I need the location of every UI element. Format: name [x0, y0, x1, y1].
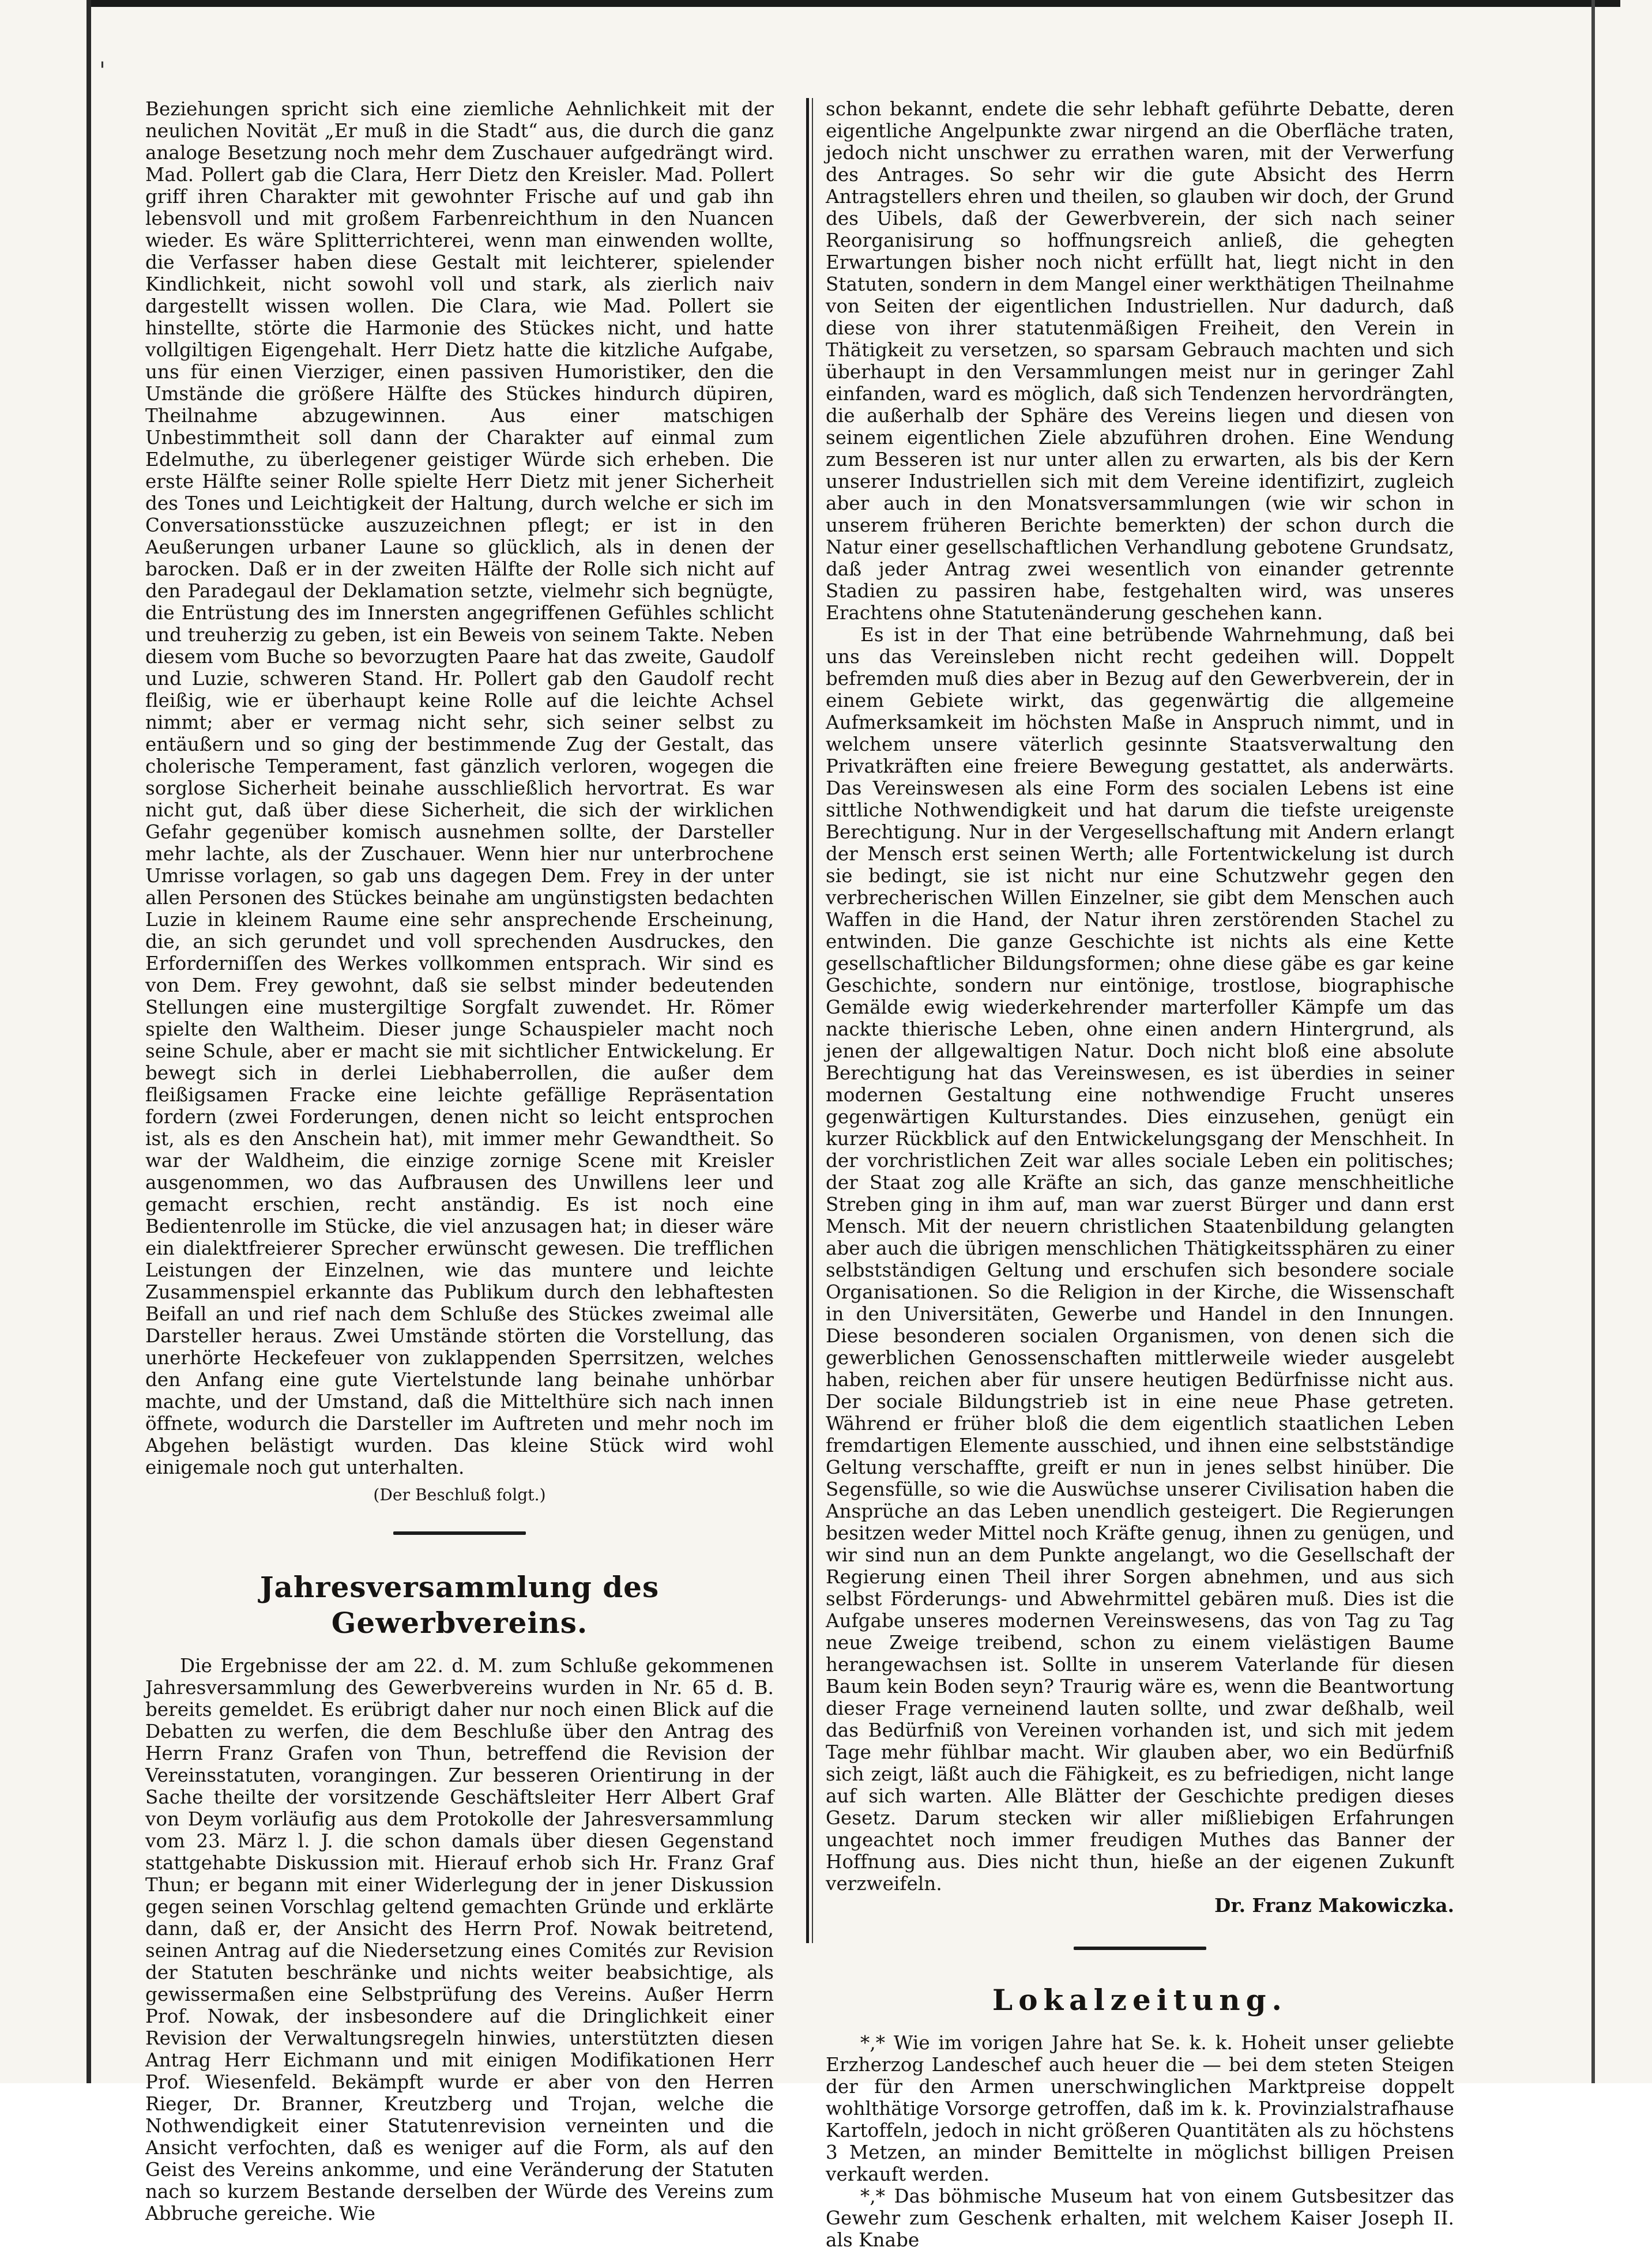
page-mark: ' [99, 58, 106, 84]
column-rule-inner [812, 98, 813, 1943]
continuation-note: (Der Beschluß folgt.) [373, 1485, 546, 1504]
right-column [826, 98, 1454, 2251]
section-title-lokalzeitung: Lokalzeitung. [992, 1983, 1288, 2017]
left-column [145, 98, 774, 2224]
scan-border-left [86, 0, 91, 2083]
theater-review-paragraph: Beziehungen spricht sich eine ziemliche Aehnlichkeit mit der neulichen Novität „Er muß in die Stadt“ aus, die durch die ganz analoge Besetzung noch mehr dem Zuschauer aufgedrängt wird. Mad. Pollert gab die Clara, Herr Dietz den Kreisler. Mad. Pollert griff ihren Charakter mit gewohnter Frische auf und gab ihn lebensvoll und mit großem Farbenreichthum in den Nuancen wieder. Es wäre Splitterrichterei, wenn man einwenden wollte, die Verfasser haben diese Gestalt mit leichterer, spielender Kindlichkeit, nicht sowohl voll und stark, als zierlich naiv dargestellt wissen wollen. Die Clara, wie Mad. Pollert sie hinstellte, störte die Harmonie des Stückes nicht, und hatte vollgiltigen Eigengehalt. Herr Dietz hatte die kitzliche Aufgabe, uns für einen Vierziger, einen passiven Humoristiker, den die Umstände die größere Hälfte des Stückes hindurch düpiren, Theilnahme abzugewinnen. Aus einer matschigen Unbestimmtheit soll dann der Charakter auf einmal zum Edelmuthe, zu überlegener geistiger Würde sich erheben. Die erste Hälfte seiner Rolle spielte Herr Dietz mit jener Sicherheit des Tones und Leichtigkeit der Haltung, durch welche er sich im Conversationsstücke auszuzeichnen pflegt; er ist in den Aeußerungen urbaner Laune so glücklich, als in denen der barocken. Daß er in der zweiten Hälfte der Rolle sich nicht auf den Paradegaul der Deklamation setzte, vielmehr sich begnügte, die Entrüstung des im Innersten angegriffenen Gefühles schlicht und treuherzig zu geben, ist ein Beweis von seinem Takte. Neben diesem vom Buche so bevorzugten Paare hat das zweite, Gaudolf und Luzie, schweren Stand. Hr. Pollert gab den Gaudolf recht fleißig, wie er überhaupt keine Rolle auf die leichte Achsel nimmt; aber er vermag nicht sehr, sich seiner selbst zu entäußern und so ging der bestimmende Zug der Gestalt, das cholerische Temperament, fast gänzlich verloren, wogegen die sorglose Sicherheit beinahe ausschließlich hervortrat. Es war nicht gut, daß über diese Sicherheit, die sich der wirklichen Gefahr gegenüber komisch ausnehmen sollte, der Darsteller mehr lachte, als der Zuschauer. Wenn hier nur unterbrochene Umrisse vorlagen, so gab uns dagegen Dem. Frey in der unter allen Personen des Stückes beinahe am ungünstigsten bedachten Luzie in kleinem Raume eine sehr ansprechende Erscheinung, die, an sich gerundet und voll sprechenden Ausdruckes, den Erforderniſſen des Werkes vollkommen entsprach. Wir sind es von Dem. Frey gewohnt, daß sie selbst minder bedeutenden Stellungen eine mustergiltige Sorgfalt zuwendet. Hr. Römer spielte den Waltheim. Dieser junge Schauspieler macht noch seine Schule, aber er macht sie mit sichtlicher Entwickelung. Er bewegt sich in derlei Liebhaberrollen, die außer dem fleißigsamen Fracke eine leichte gefällige Repräsentation fordern (zwei Forderungen, denen nicht so leicht entsprochen ist, als es den Anschein hat), mit immer mehr Gewandtheit. So war der Waldheim, die einzige zornige Scene mit Kreisler ausgenommen, wo das Aufbrausen des Unwillens leer und gemacht erschien, recht anständig. Es ist noch eine Bedientenrolle im Stücke, die viel anzusagen hat; in dieser wäre ein dialektfreierer Sprecher erwünscht gewesen. Die trefflichen Leistungen der Einzelnen, wie das muntere und leichte Zusammenspiel erkannte das Publikum durch den lebhaftesten Beifall an und rief nach dem Schluße des Stückes zweimal alle Darsteller heraus. Zwei Umstände störten die Vorstellung, das unerhörte Heckefeuer von zuklappenden Sperrsitzen, welches den Anfang eine gute Viertelstunde lang beinahe unhörbar machte, und der Umstand, daß die Mittelthüre sich nach innen öffnete, wodurch die Darsteller im Auftreten und mehr noch im Abgehen belästigt wurden. Das kleine Stück wird wohl einigemale noch gut unterhalten. [145, 98, 774, 1478]
column-rule [806, 98, 809, 1943]
news-item: *,* Wie im vorigen Jahre hat Se. k. k. Hoheit unser geliebte Erzherzog Landeschef auch heuer die — bei dem steten Steigen der für den Armen unerschwinglichen Marktpreise doppelt wohlthätige Vorsorge getroffen, daß im k. k. Provinzialstrafhause Kartoffeln, jedoch in nicht größeren Quantitäten als zu höchstens 3 Metzen, an minder Bemittelte in möglichst billigen Preisen verkauft werden. [826, 2032, 1454, 2185]
section-separator [393, 1531, 526, 1535]
article-paragraph: Es ist in der That eine betrübende Wahrnehmung, daß bei uns das Vereinsleben nicht recht gedeihen will. Doppelt befremden muß dies aber in Bezug auf den Gewerbverein, der in einem Gebiete wirkt, das gegenwärtig die allgemeine Aufmerksamkeit im höchsten Maße in Anspruch nimmt, und in welchem unsere väterlich gesinnte Staatsverwaltung den Privatkräften eine freiere Bewegung gestattet, als anderwärts. Das Vereinswesen als eine Form des socialen Lebens ist eine sittliche Nothwendigkeit und hat darum die tiefste ureigenste Berechtigung. Nur in der Vergesellschaftung mit Andern erlangt der Mensch erst seinen Werth; alle Fortentwickelung ist durch sie bedingt, sie ist nicht nur eine Schutzwehr gegen den verbrecherischen Willen Einzelner, sie gibt dem Menschen auch Waffen in die Hand, der Natur ihren zerstörenden Stachel zu entwinden. Die ganze Geschichte ist nichts als eine Kette gesellschaftlicher Bildungsformen; ohne diese gäbe es gar keine Geschichte, sondern nur eintönige, trostlose, biographische Gemälde ewig wiederkehrender marterfoller Kämpfe um das nackte thierische Leben, ohne einen andern Hintergrund, als jenen der allgewaltigen Natur. Doch nicht bloß eine absolute Berechtigung hat das Vereinswesen, es ist überdies in seiner modernen Gestaltung eine nothwendige Frucht unseres gegenwärtigen Kulturstandes. Dies einzusehen, genügt ein kurzer Rückblick auf den Entwickelungsgang der Menschheit. In der vorchristlichen Zeit war alles sociale Leben ein politisches; der Staat zog alle Kräfte an sich, das ganze menschheitliche Streben ging in ihm auf, man war zuerst Bürger und dann erst Mensch. Mit der neuern christlichen Staatenbildung gelangten aber auch die übrigen menschlichen Thätigkeitssphären zu einer selbstständigen Geltung und erschufen sich besondere sociale Organisationen. So die Religion in der Kirche, die Wissenschaft in den Universitäten, Gewerbe und Handel in den Innungen. Diese besonderen socialen Organismen, von denen sich die gewerblichen Genossenschaften mittlerweile wieder ausgelebt haben, reichen aber für unsere heutigen Bedürfnisse nicht aus. Der sociale Bildungstrieb ist in eine neue Phase getreten. Während er früher bloß die dem eigentlich staatlichen Leben fremdartigen Elemente ausschied, und ihnen eine selbstständige Geltung verschaffte, greift er nun in jenes selbst hinüber. Die Segensfülle, so wie die Auswüchse unserer Civilisation haben die Ansprüche an das Leben unendlich gesteigert. Die Regierungen besitzen weder Mittel noch Kräfte genug, ihnen zu genügen, und wir sind nun an dem Punkte angelangt, wo die Gesellschaft der Regierung einen Theil ihrer Sorgen abnehmen, und aus sich selbst Förderungs- und Abwehrmittel gebären muß. Dies ist die Aufgabe unseres modernen Vereinswesens, das von Tag zu Tag neue Zweige treibend, schon zu einem vielästigen Baume herangewachsen ist. Sollte in unserem Vaterlande für diesen Baum kein Boden seyn? Traurig wäre es, wenn die Beantwortung dieser Frage verneinend lauten sollte, und zwar deßhalb, weil das Bedürfniß von Vereinen vorhanden ist, und sich mit jedem Tage mehr fühlbar macht. Wir glauben aber, wo ein Bedürfniß sich zeigt, läßt auch die Fähigkeit, es zu befriedigen, nicht lange auf sich warten. Alle Blätter der Geschichte predigen dieses Gesetz. Darum stecken wir aller mißliebigen Erfahrungen ungeachtet noch immer freudigen Muthes das Banner der Hoffnung aus. Dies nicht thun, hieße an der eigenen Zukunft verzweifeln. [826, 624, 1454, 1895]
article-paragraph-continued: schon bekannt, endete die sehr lebhaft geführte Debatte, deren eigentliche Angelpunkte zwar nirgend an die Oberfläche traten, jedoch nicht unschwer zu errathen waren, mit der Verwerfung des Antrages. So sehr wir die gute Absicht des Herrn Antragstellers ehren und theilen, so glauben wir doch, der Grund des Uibels, daß der Gewerbverein, der sich nach seiner Reorganisirung so hoffnungsreich anließ, die gehegten Erwartungen bisher noch nicht erfüllt hat, liegt nicht in den Statuten, sondern in dem Mangel einer werkthätigen Theilnahme von Seiten der eigentlichen Industriellen. Nur dadurch, daß diese von ihrer statutenmäßigen Freiheit, den Verein in Thätigkeit zu versetzen, so sparsam Gebrauch machten und sich überhaupt in den Versammlungen meist nur in geringer Zahl einfanden, ward es möglich, daß sich Tendenzen hervordrängten, die außerhalb der Sphäre des Vereins liegen und diesen von seinem eigentlichen Ziele abzuführen drohen. Eine Wendung zum Besseren ist nur unter allen zu erwarten, als bis der Kern unserer Industriellen sich mit dem Vereine identifizirt, zugleich aber auch in den Monatsversammlungen (wie wir schon in unserem früheren Berichte bemerkten) der schon durch die Natur einer gesellschaftlichen Verhandlung gebotene Grundsatz, daß jeder Antrag zwei wesentlich von einander getrennte Stadien zu passiren habe, festgehalten wird, was unseres Erachtens ohne Statutenänderung geschehen kann. [826, 98, 1454, 624]
section-title-gewerbverein: Jahresversammlung des Gewerbvereins. [259, 1570, 660, 1640]
news-item: *,* Das böhmische Museum hat von einem Gutsbesitzer das Gewehr zum Geschenk erhalten, mit welchem Kaiser Joseph II. als Knabe [826, 2185, 1454, 2251]
author-signature: Dr. Franz Makowiczka. [1214, 1894, 1454, 1917]
section-separator [1074, 1947, 1206, 1950]
scan-border-right [1591, 0, 1595, 2083]
article-paragraph: Die Ergebnisse der am 22. d. M. zum Schluße gekommenen Jahresversammlung des Gewerbvereins wurden in Nr. 65 d. B. bereits gemeldet. Es erübrigt daher nur noch einen Blick auf die Debatten zu werfen, die dem Beschluße über den Antrag des Herrn Franz Grafen von Thun, betreffend die Revision der Vereinsstatuten, vorangingen. Zur besseren Orientirung in der Sache theilte der vorsitzende Geschäftsleiter Herr Albert Graf von Deym vorläufig aus dem Protokolle der Jahresversammlung vom 23. März l. J. die schon damals über diesen Gegenstand stattgehabte Diskussion mit. Hierauf erhob sich Hr. Franz Graf Thun; er begann mit einer Widerlegung der in jener Diskussion gegen seinen Vorschlag geltend gemachten Gründe und erklärte dann, daß er, der Ansicht des Herrn Prof. Nowak beitretend, seinen Antrag auf die Niedersetzung eines Comités zur Revision der Statuten beschränke und nichts weiter beabsichtige, als gewissermaßen eine Selbstprüfung des Vereins. Außer Herrn Prof. Nowak, der insbesondere auf die Dringlichkeit einer Revision der Verwaltungsregeln hinwies, unterstützten diesen Antrag Herr Eichmann und mit einigen Modifikationen Herr Prof. Wiesenfeld. Bekämpft wurde er aber von den Herren Rieger, Dr. Branner, Kreutzberg und Trojan, welche die Nothwendigkeit einer Statutenrevision verneinten und die Ansicht verfochten, daß es weniger auf die Form, als auf den Geist des Vereins ankomme, und eine Veränderung der Statuten nach so kurzem Bestande derselben der Würde des Vereins zum Abbruche gereiche. Wie [145, 1655, 774, 2224]
scan-border-top [86, 0, 1620, 7]
